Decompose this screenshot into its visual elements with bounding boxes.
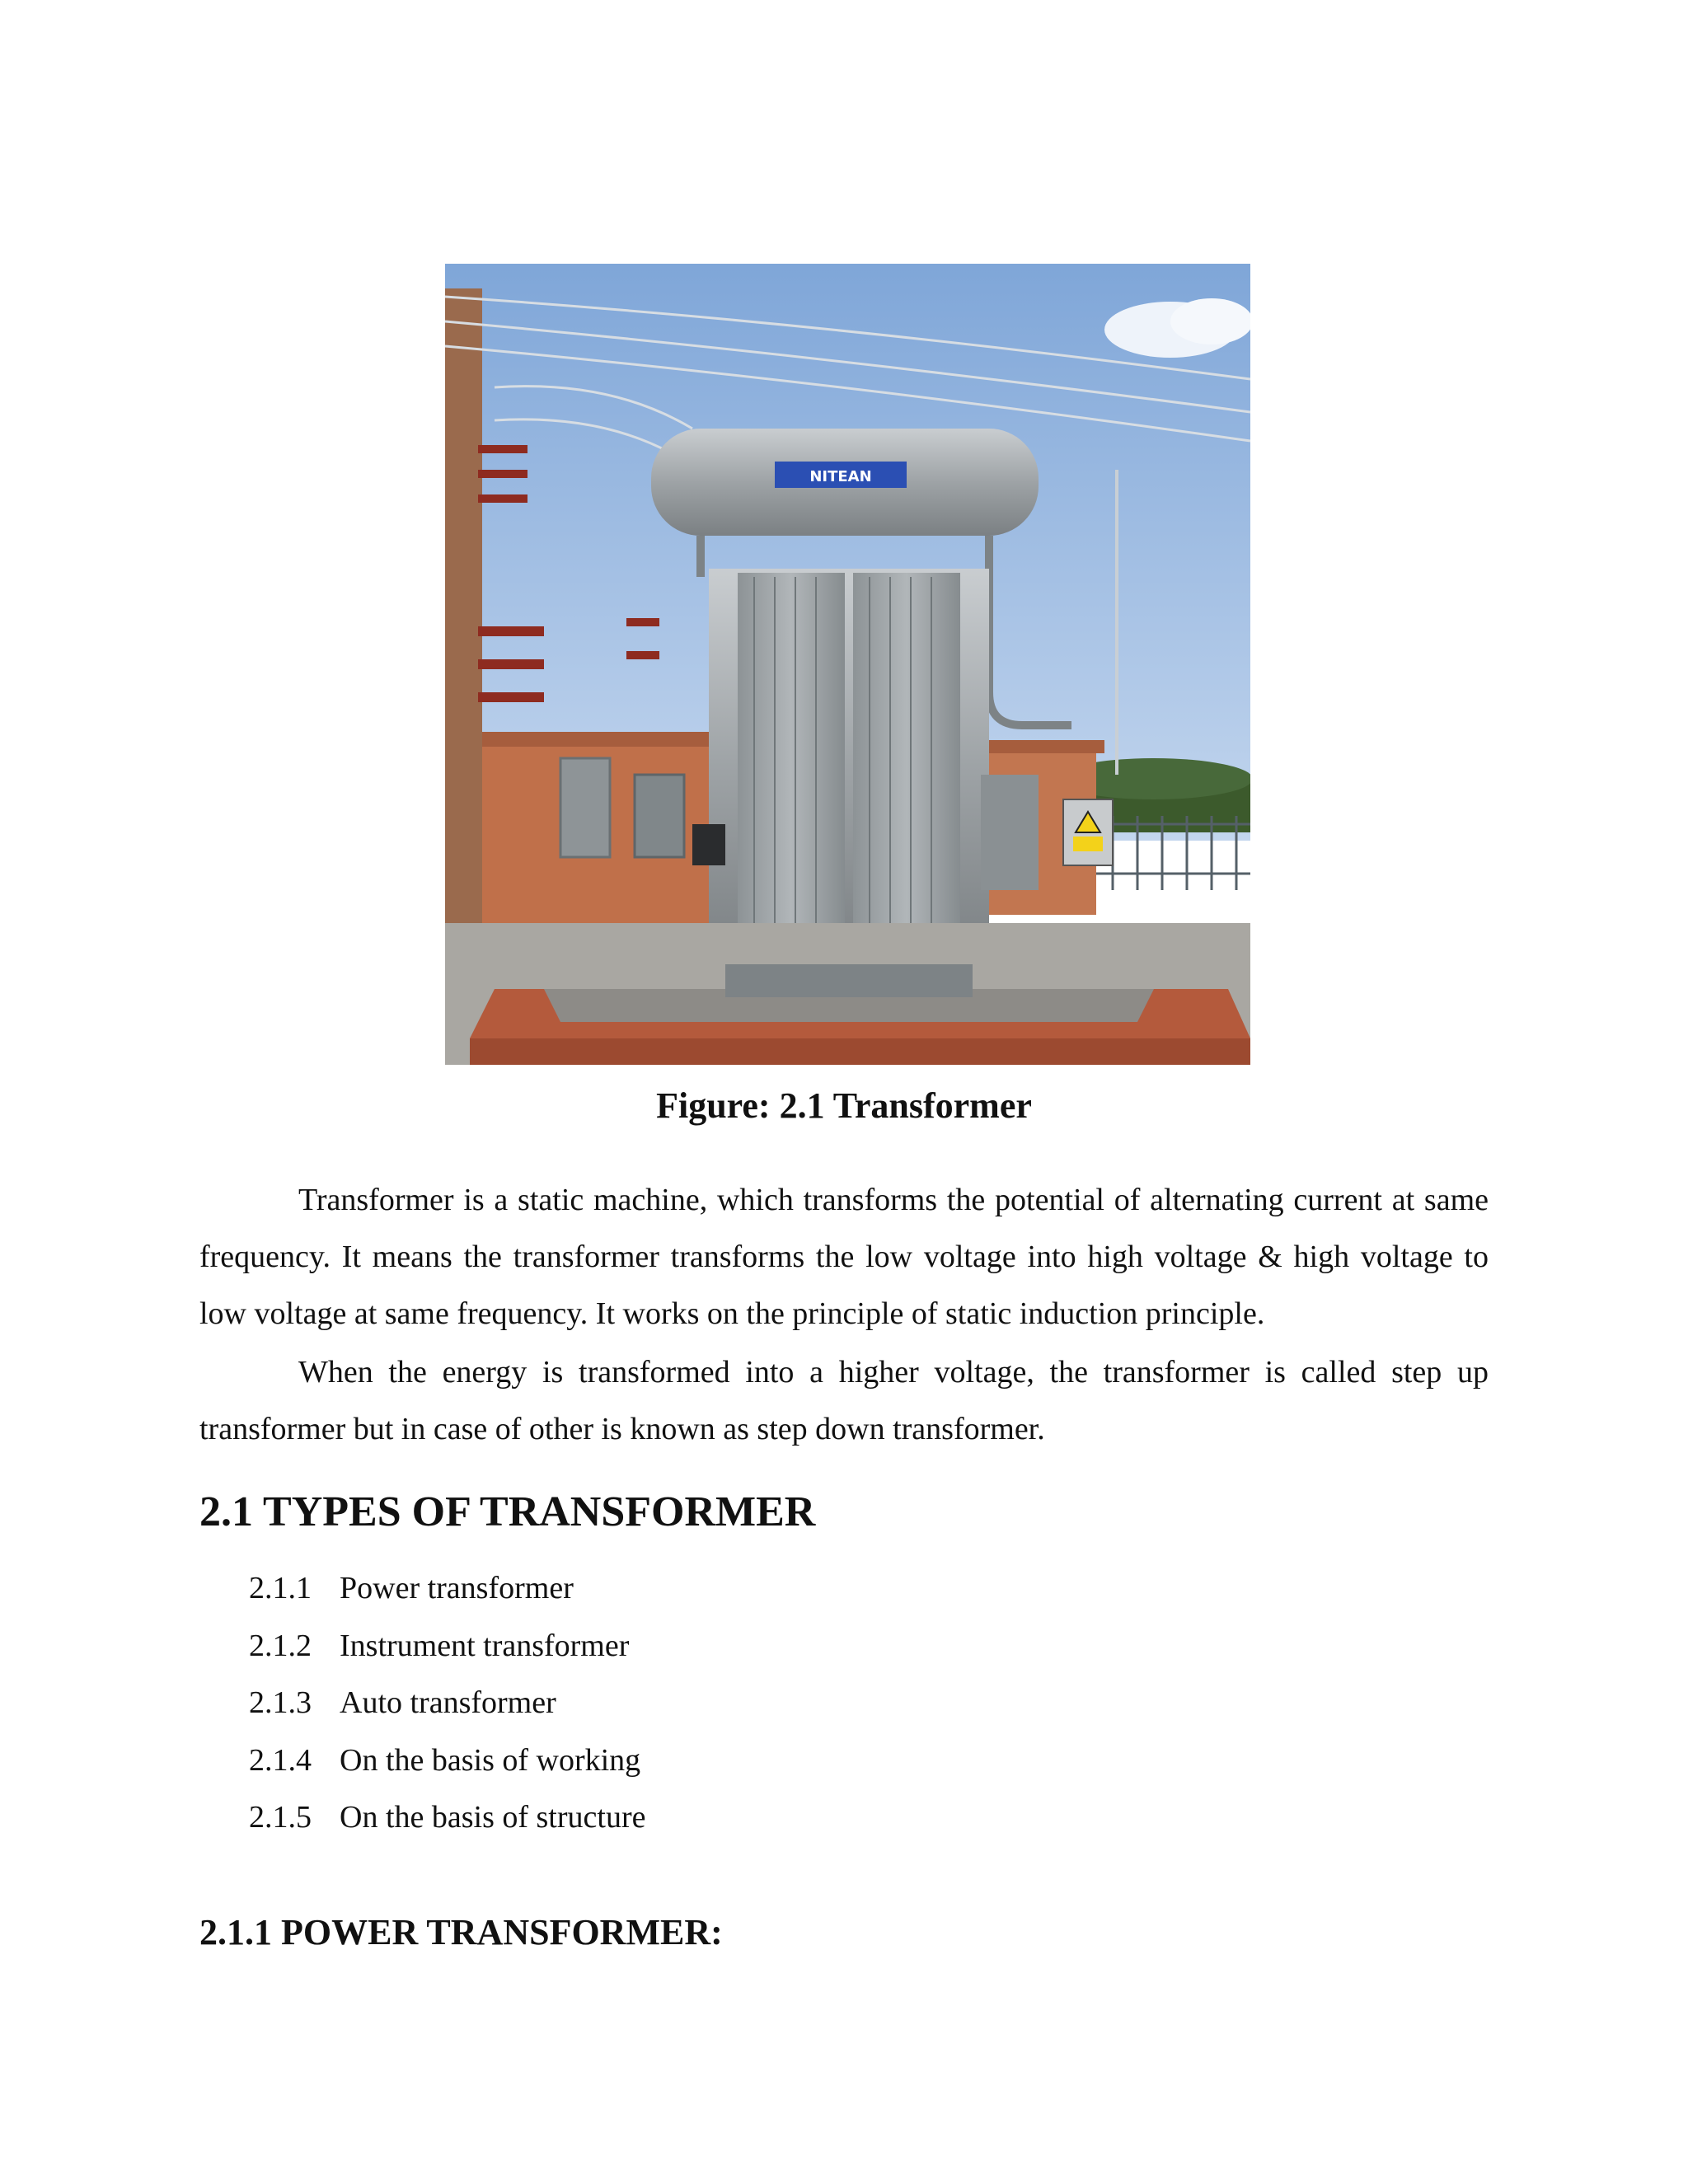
list-item — [249, 1618, 645, 1675]
item-label: Instrument transformer — [340, 1628, 630, 1663]
item-number: 2.1.1 — [249, 1571, 312, 1605]
item-label: Auto transformer — [340, 1685, 556, 1720]
list-item — [249, 1732, 645, 1790]
item-label: Power transformer — [340, 1571, 574, 1605]
section-heading: 2.1 TYPES OF TRANSFORMER — [199, 1488, 816, 1535]
types-list — [249, 1560, 645, 1847]
figure-caption: Figure: 2.1 Transformer — [656, 1085, 1032, 1126]
paragraph-step-up-down — [199, 1344, 1489, 1458]
paragraph-text: When the energy is transformed into a higher voltage, the transformer is called step up transformer but in case of other is known as step down transformer. — [199, 1355, 1489, 1446]
list-item — [249, 1675, 645, 1732]
item-number: 2.1.4 — [249, 1742, 312, 1778]
item-number: 2.1.3 — [249, 1685, 312, 1720]
transformer-photo — [445, 264, 1250, 1065]
subsection-heading: 2.1.1 POWER TRANSFORMER: — [199, 1912, 723, 1952]
item-number: 2.1.2 — [249, 1628, 312, 1663]
item-label: On the basis of structure — [340, 1800, 646, 1835]
list-item — [249, 1789, 645, 1847]
item-number: 2.1.5 — [249, 1800, 312, 1835]
item-label: On the basis of working — [340, 1742, 641, 1778]
paragraph-text: Transformer is a static machine, which transforms the potential of alternating current at same frequency. It means the transformer transforms the low voltage into high voltage & high voltage to low voltage at same frequency. It works on the principle of static induction principle. — [199, 1183, 1489, 1331]
nameplate-text: NITEAN — [809, 468, 872, 485]
list-item — [249, 1560, 645, 1618]
paragraph-transformer-definition — [199, 1172, 1489, 1343]
